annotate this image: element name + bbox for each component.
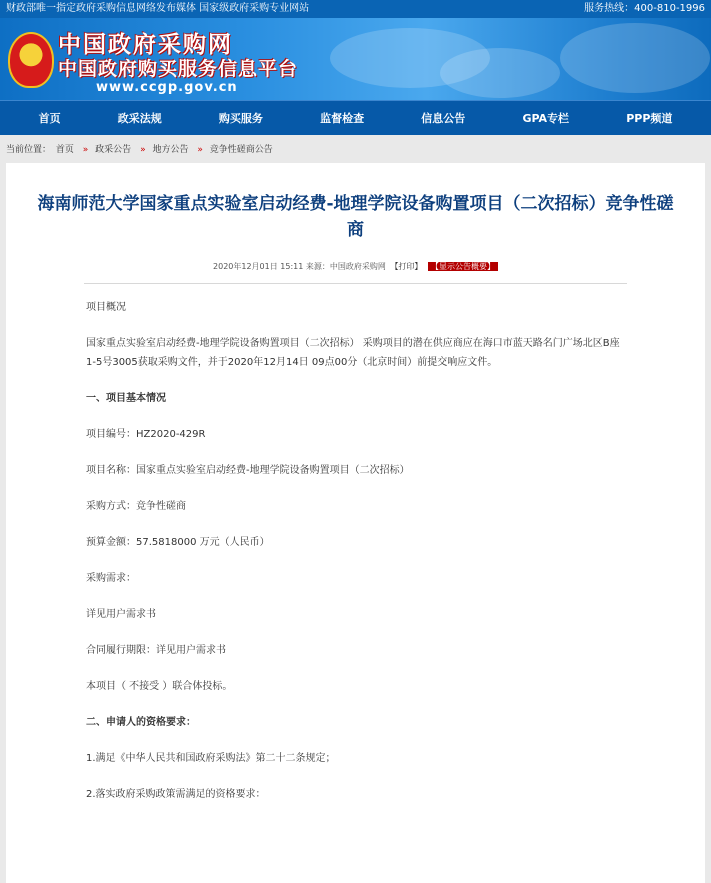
top-info-left: 财政部唯一指定政府采购信息网络发布媒体 国家级政府采购专业网站 [6,3,310,14]
top-info-bar [0,0,711,18]
article-panel [6,163,705,883]
nav-supervision[interactable]: 监督检查 [320,112,365,125]
breadcrumb-announcements[interactable]: 政采公告 [95,145,132,155]
breadcrumb-separator: » [140,145,146,155]
section-heading: 一、项目基本情况 [86,393,166,404]
paragraph: 项目概况 [86,302,126,313]
nav-regulations[interactable]: 政采法规 [117,112,162,125]
breadcrumb-label: 当前位置： [6,145,52,155]
paragraph: 2.落实政府采购政策需满足的资格要求： [86,789,266,800]
nav-gpa[interactable]: GPA专栏 [522,112,570,125]
breadcrumb-separator: » [82,145,89,155]
main-nav [0,100,711,135]
paragraph: 本项目（ 不接受 ）联合体投标。 [86,681,233,692]
breadcrumb-home[interactable]: 首页 [55,145,74,155]
paragraph: 合同履行期限：详见用户需求书 [86,645,226,656]
breadcrumb-current[interactable]: 竞争性磋商公告 [209,145,273,155]
article-date: 2020年12月01日 15:11 [213,262,304,271]
site-subtitle: 中国政府购买服务信息平台 [58,58,299,80]
article-content [6,298,705,804]
nav-announcements[interactable]: 信息公告 [421,112,466,125]
paragraph: 预算金额：57.5818000 万元（人民币） [86,537,270,548]
print-link[interactable]: 【打印】 [390,262,423,271]
star-icon: ★ [25,46,37,61]
article-source: 来源：中国政府采购网 [305,262,386,271]
nav-ppp[interactable]: PPP频道 [626,112,673,125]
show-summary-button[interactable]: 【显示公告概要】 [428,262,498,271]
national-emblem-icon [8,32,54,88]
nav-purchase-services[interactable]: 购买服务 [218,112,263,125]
paragraph: 1.满足《中华人民共和国政府采购法》第二十二条规定； [86,753,336,764]
site-logo[interactable] [58,32,298,96]
breadcrumb-local[interactable]: 地方公告 [152,145,189,155]
paragraph: 项目名称：国家重点实验室启动经费-地理学院设备购置项目（二次招标） [86,465,410,476]
nav-home[interactable]: 首页 [38,112,61,125]
site-banner [0,18,711,100]
paragraph: 采购需求： [86,573,136,584]
paragraph: 详见用户需求书 [86,609,156,620]
breadcrumb [0,139,711,161]
divider [84,283,627,284]
article-title: 海南师范大学国家重点实验室启动经费-地理学院设备购置项目（二次招标）竞争性磋商 [37,194,674,240]
article-meta [6,261,705,272]
service-hotline: 服务热线：400-810-1996 [584,3,705,14]
paragraph: 项目编号：HZ2020-429R [86,429,206,440]
paragraph: 采购方式：竞争性磋商 [86,501,186,512]
section-heading: 二、申请人的资格要求： [86,717,196,728]
site-title: 中国政府采购网 [58,32,233,58]
breadcrumb-separator: » [197,145,203,155]
paragraph: 国家重点实验室启动经费-地理学院设备购置项目（二次招标） 采购项目的潜在供应商应在海口市蓝天路名门广场北区B座1-5号3005获取采购文件，并于2020年12月14日 09点00分（北京时间）前提交响应文件。 [86,338,620,368]
site-url: www.ccgp.gov.cn [96,80,238,95]
